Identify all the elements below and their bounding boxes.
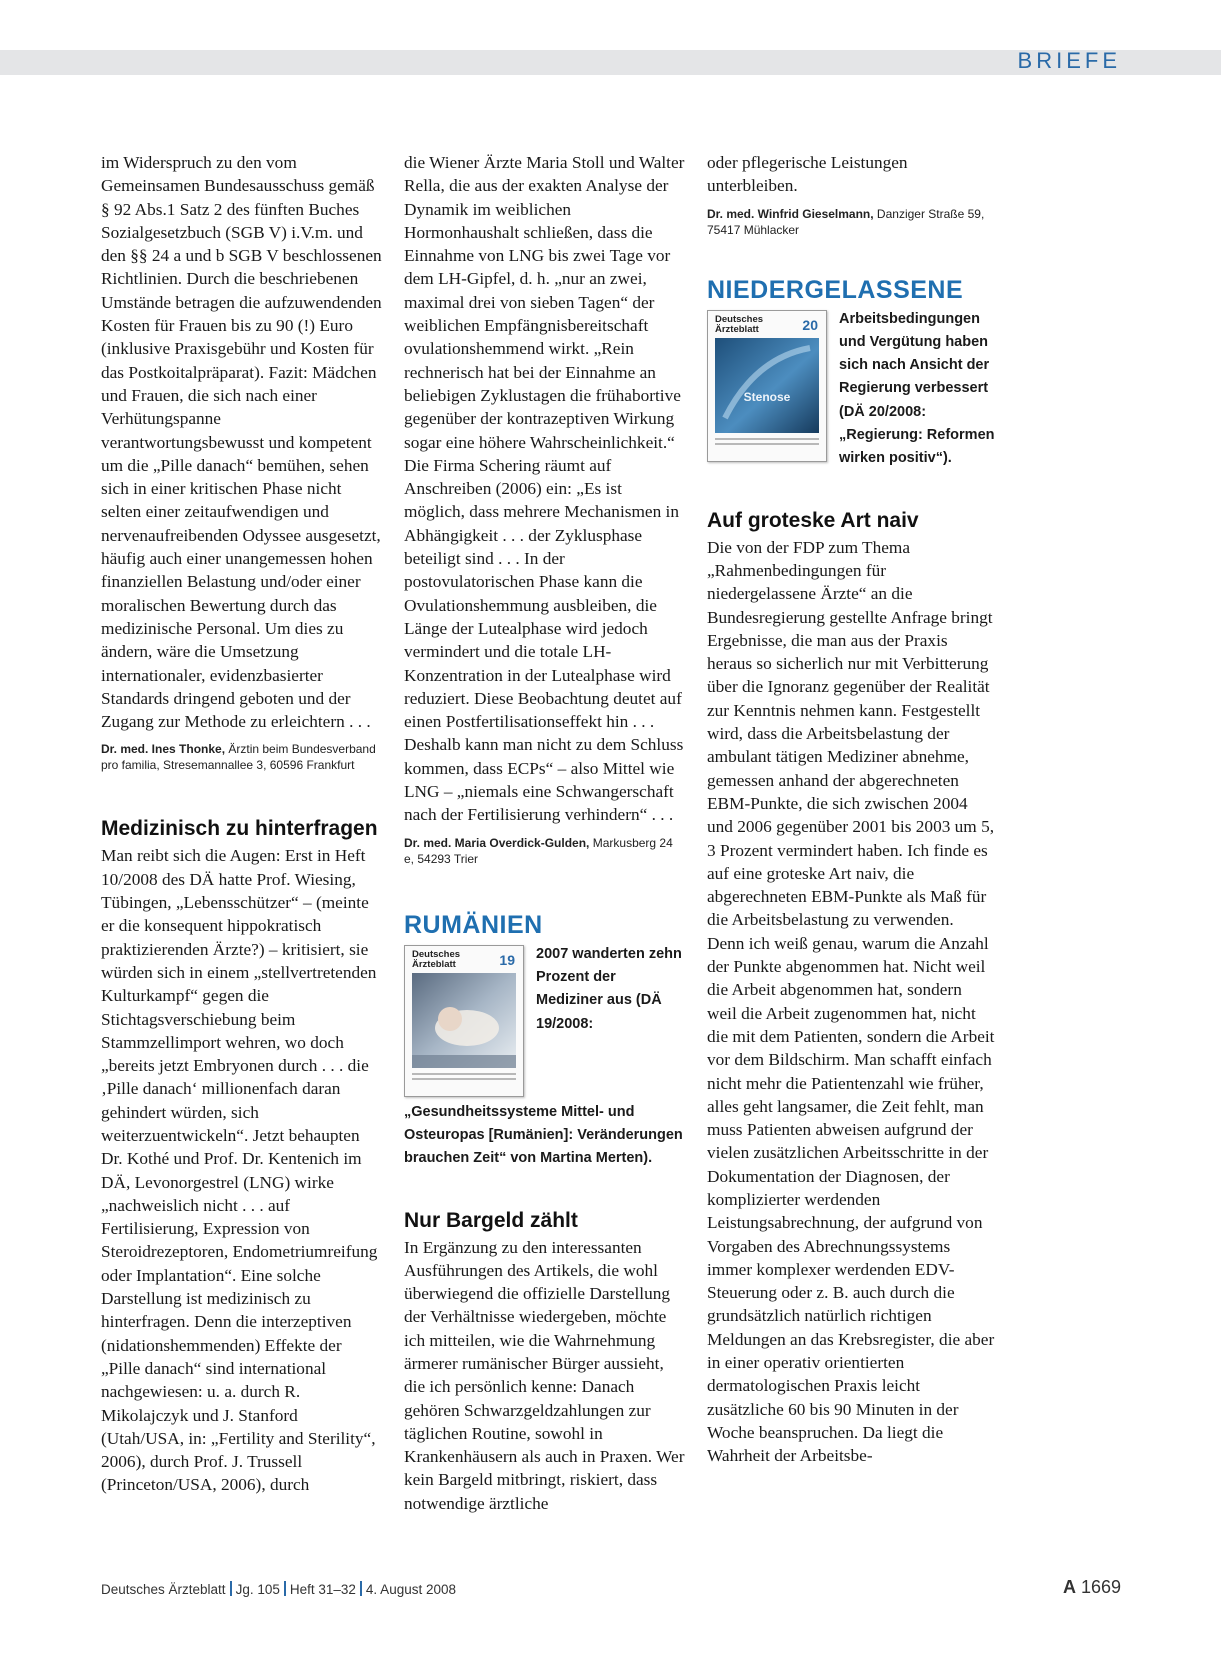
signature-address: Ärztin beim Bundesverband pro familia, Stresemannallee 3, 60596 Frankfurt	[101, 742, 376, 773]
cover-lines	[715, 438, 819, 448]
cover-issue: 19	[499, 951, 515, 968]
footer-journal: Deutsches Ärzteblatt	[101, 1582, 226, 1597]
category-heading: NIEDERGELASSENE	[707, 275, 964, 304]
column-1	[101, 151, 383, 1497]
cover-brand: Deutsches Ärzteblatt	[715, 313, 764, 335]
letter-signature	[101, 741, 383, 773]
letter-text: In Ergänzung zu den interessanten Ausführungen des Artikels, die wohl überwiegend die offizielle Darstellung der Verhältnisse wiedergeben, möchte ich mitteilen, wie die Wahrnehmung ärmerer rumänischer Bürger aussieht, die ich persönlich kenne: Danach gehören Schwarzgeldzahlungen zur täglichen Routine, sowohl in Krankenhäusern als auch in Praxen. Wer kein Bargeld mitbringt, riskiert, dass notwendige ärztliche	[404, 1237, 685, 1513]
magazine-cover	[707, 310, 827, 462]
page-footer	[101, 1581, 456, 1597]
letter-signature	[404, 835, 686, 867]
cover-lines	[412, 1073, 516, 1083]
letter-text: im Widerspruch zu den vom Gemeinsamen Bundesausschuss gemäß § 92 Abs.1 Satz 2 des fünften Buches Sozialgesetzbuch (SGB V) i.V.m. und den §§ 24 a und b SGB V beschlossenen Richtlinien. Durch die beschriebenen Umstände betragen die aufzuwendenden Kosten für Frauen bis zu 90 (!) Euro (inklusive Praxisgebühr und Kosten für das Postkoitalpräparat). Fazit: Mädchen und Frauen, die sich nach einer Verhütungspanne verantwortungsbewusst und kompetent um die „Pille danach“ bemühen, sehen sich in einer kritischen Phase nicht selten einer zeitaufwendigen und nervenaufreibenden Odyssee ausgesetzt, häufig auch einer unangemessen hohen finanziellen Belastung und/oder einer moralischen Bewertung durch das medizinische Personal. Um dies zu ändern, wäre die Umsetzung internationaler, evidenzbasierter Standards dringend geboten und der Zugang zur Methode zu erleichtern . . .	[101, 153, 382, 732]
footer-volume: Jg. 105	[235, 1582, 280, 1597]
footer-separator	[360, 1581, 362, 1596]
section-label: BRIEFE	[1017, 48, 1121, 73]
cover-issue: 20	[802, 316, 818, 333]
cover-photo-icon	[412, 973, 516, 1068]
letter-heading: Medizinisch zu hinterfragen	[101, 817, 378, 841]
cover-reference	[707, 308, 995, 471]
letter-text: Man reibt sich die Augen: Erst in Heft 10/2008 des DÄ hatte Prof. Wiesing, Tübingen, „Lebensschützer“ – (meinte er die konsequent hippokratisch praktizierenden Ärzte?) – kritisiert, sie würden sich in einem „stellvertretenden Kulturkampf“ gegen die Stichtagsverschiebung beim Stammzellimport wehren, wo doch „bereits jetzt Embryonen durch . . . die ‚Pille danach‘ millionenfach daran gehindert würden, sich weiterzuentwickeln“. Jetzt behaupten Dr. Kothé und Prof. Dr. Kentenich im DÄ, Levonorgestrel (LNG) wirke „nachweislich nicht . . . auf Fertilisierung, Expression von Steroidrezeptoren, Endometriumreifung oder Implantation“. Eine solche Darstellung ist medizinisch zu hinterfragen. Denn die interzeptiven (nidationshemmenden) Effekte der „Pille danach“ sind international nachgewiesen: u. a. durch R. Mikolajczyk und J. Stanford (Utah/USA, in: „Fertility and Sterility“, 2006), durch Prof. J. Trussell (Princeton/USA, 2006), durch	[101, 846, 378, 1495]
letter-heading: Auf groteske Art naiv	[707, 508, 919, 532]
footer-separator	[284, 1581, 286, 1596]
letter-signature	[707, 206, 995, 238]
page-number-value: 1669	[1080, 1577, 1121, 1597]
letter-text: Die von der FDP zum Thema „Rahmenbedingungen für niedergelassene Ärzte“ an die Bundesregierung gestellte Anfrage bringt Ergebnisse, die man aus der Praxis heraus so sicherlich nur mit Verbitterung über die Ignoranz gegenüber der Realität zur Kenntnis nehmen kann. Festgestellt wird, dass die Arbeitsbelastung der ambulant tätigen Mediziner abnehme, gemessen anhand der abgerechneten EBM-Punkte, die sich zwischen 2004 und 2006 gegenüber 2001 bis 2003 um 5, 3 Prozent vermindert haben. Ich finde es auf eine groteske Art naiv, die abgerechneten EBM-Punkte als Maß für die Arbeitsbelastung zu verwenden. Denn ich weiß genau, warum die Anzahl der Punkte abgenommen hat. Nicht weil die Arbeit abgenommen hat, sondern weil die Arbeit zugenommen hat, nicht die mit dem Patienten, sondern die Arbeit vor dem Bildschirm. Man schafft einfach nicht mehr die Patientenzahl wie früher, alles geht langsamer, die Zeit fehlt, man muss Patienten abweisen aufgrund der vielen zusätzlichen Arbeitsschritte in der Dokumentation der Diagnosen, der komplizierter werdenden Leistungsabrechnung, der aufgrund von Vorgaben des Abrechnungssystems immer komplexer werdenden EDV-Steuerung oder z. B. auch durch die grundsätzlich natürlich richtigen Meldungen an das Krebsregister, die aber in einer operativ orientierten dermatologischen Praxis leicht zusätzliche 60 bis 90 Minuten in der Woche beanspruchen. Da liegt die Wahrheit der Arbeitsbe-	[707, 537, 995, 1466]
signature-address: Markusberg 24 e, 54293 Trier	[404, 835, 673, 866]
signature-name: Dr. med. Maria Overdick-Gulden,	[404, 835, 590, 850]
cover-caption: 2007 wanderten zehn Prozent der Mediziner aus (DÄ 19/2008: „Gesundheitssysteme Mittel- und Osteuropas [Rumänien]: Veränderungen brauchen Zeit“ von Martina Merten).	[404, 945, 683, 1167]
column-3	[707, 151, 995, 1468]
cover-caption: Arbeitsbedingungen und Vergütung haben sich nach Ansicht der Regierung verbessert (DÄ 20/2008: „Regierung: Reformen wirken positiv“).	[839, 310, 995, 467]
signature-address: Danziger Straße 59, 75417 Mühlacker	[707, 206, 985, 237]
column-2	[404, 151, 686, 1515]
letter-heading: Nur Bargeld zählt	[404, 1208, 578, 1232]
page-prefix: A	[1062, 1577, 1076, 1597]
cover-reference	[404, 943, 686, 1171]
letter-text: die Wiener Ärzte Maria Stoll und Walter Rella, die aus der exakten Analyse der Dynamik im weiblichen Hormonhaushalt schließen, dass die Einnahme von LNG bis zwei Tage vor dem LH-Gipfel, d. h. „nur an zwei, maximal drei von sieben Tagen“ der weiblichen Empfängnisbereitschaft ovulationshemmend wirkt. „Rein rechnerisch hat bei der Einnahme an beliebigen Zyklustagen die frühabortive gegenüber der kontrazeptiven Wirkung sogar eine höhere Wahrscheinlichkeit.“ Die Firma Schering räumt auf Anschreiben (2006) ein: „Es ist möglich, dass mehrere Mechanismen in Abhängigkeit . . . der Zyklusphase beteiligt sind . . . In der postovulatorischen Phase kann die Ovulationshemmung ausbleiben, die Länge der Lutealphase wird jedoch vermindert und die totale LH-Konzentration in der Lutealphase wird reduziert. Diese Beobachtung deutet auf einen Postfertilisationseffekt hin . . . Deshalb kann man nicht zu dem Schluss kommen, dass ECPs“ – also Mittel wie LNG – „niemals eine Schwangerschaft nach der Fertilisierung verhindern“ . . .	[404, 153, 685, 825]
footer-date: 4. August 2008	[365, 1582, 456, 1597]
signature-name: Dr. med. Winfrid Gieselmann,	[707, 206, 874, 221]
cover-photo-icon	[715, 338, 819, 433]
signature-name: Dr. med. Ines Thonke,	[101, 742, 226, 757]
letter-text: oder pflegerische Leistungen unterbleiben.	[707, 153, 908, 196]
footer-separator	[230, 1581, 232, 1596]
cover-brand: Deutsches Ärzteblatt	[412, 948, 461, 970]
cover-title: Stenose	[743, 389, 791, 404]
page-number	[1063, 1577, 1121, 1598]
footer-issue: Heft 31–32	[289, 1582, 356, 1597]
category-heading: RUMÄNIEN	[404, 910, 543, 939]
magazine-cover	[404, 945, 524, 1097]
